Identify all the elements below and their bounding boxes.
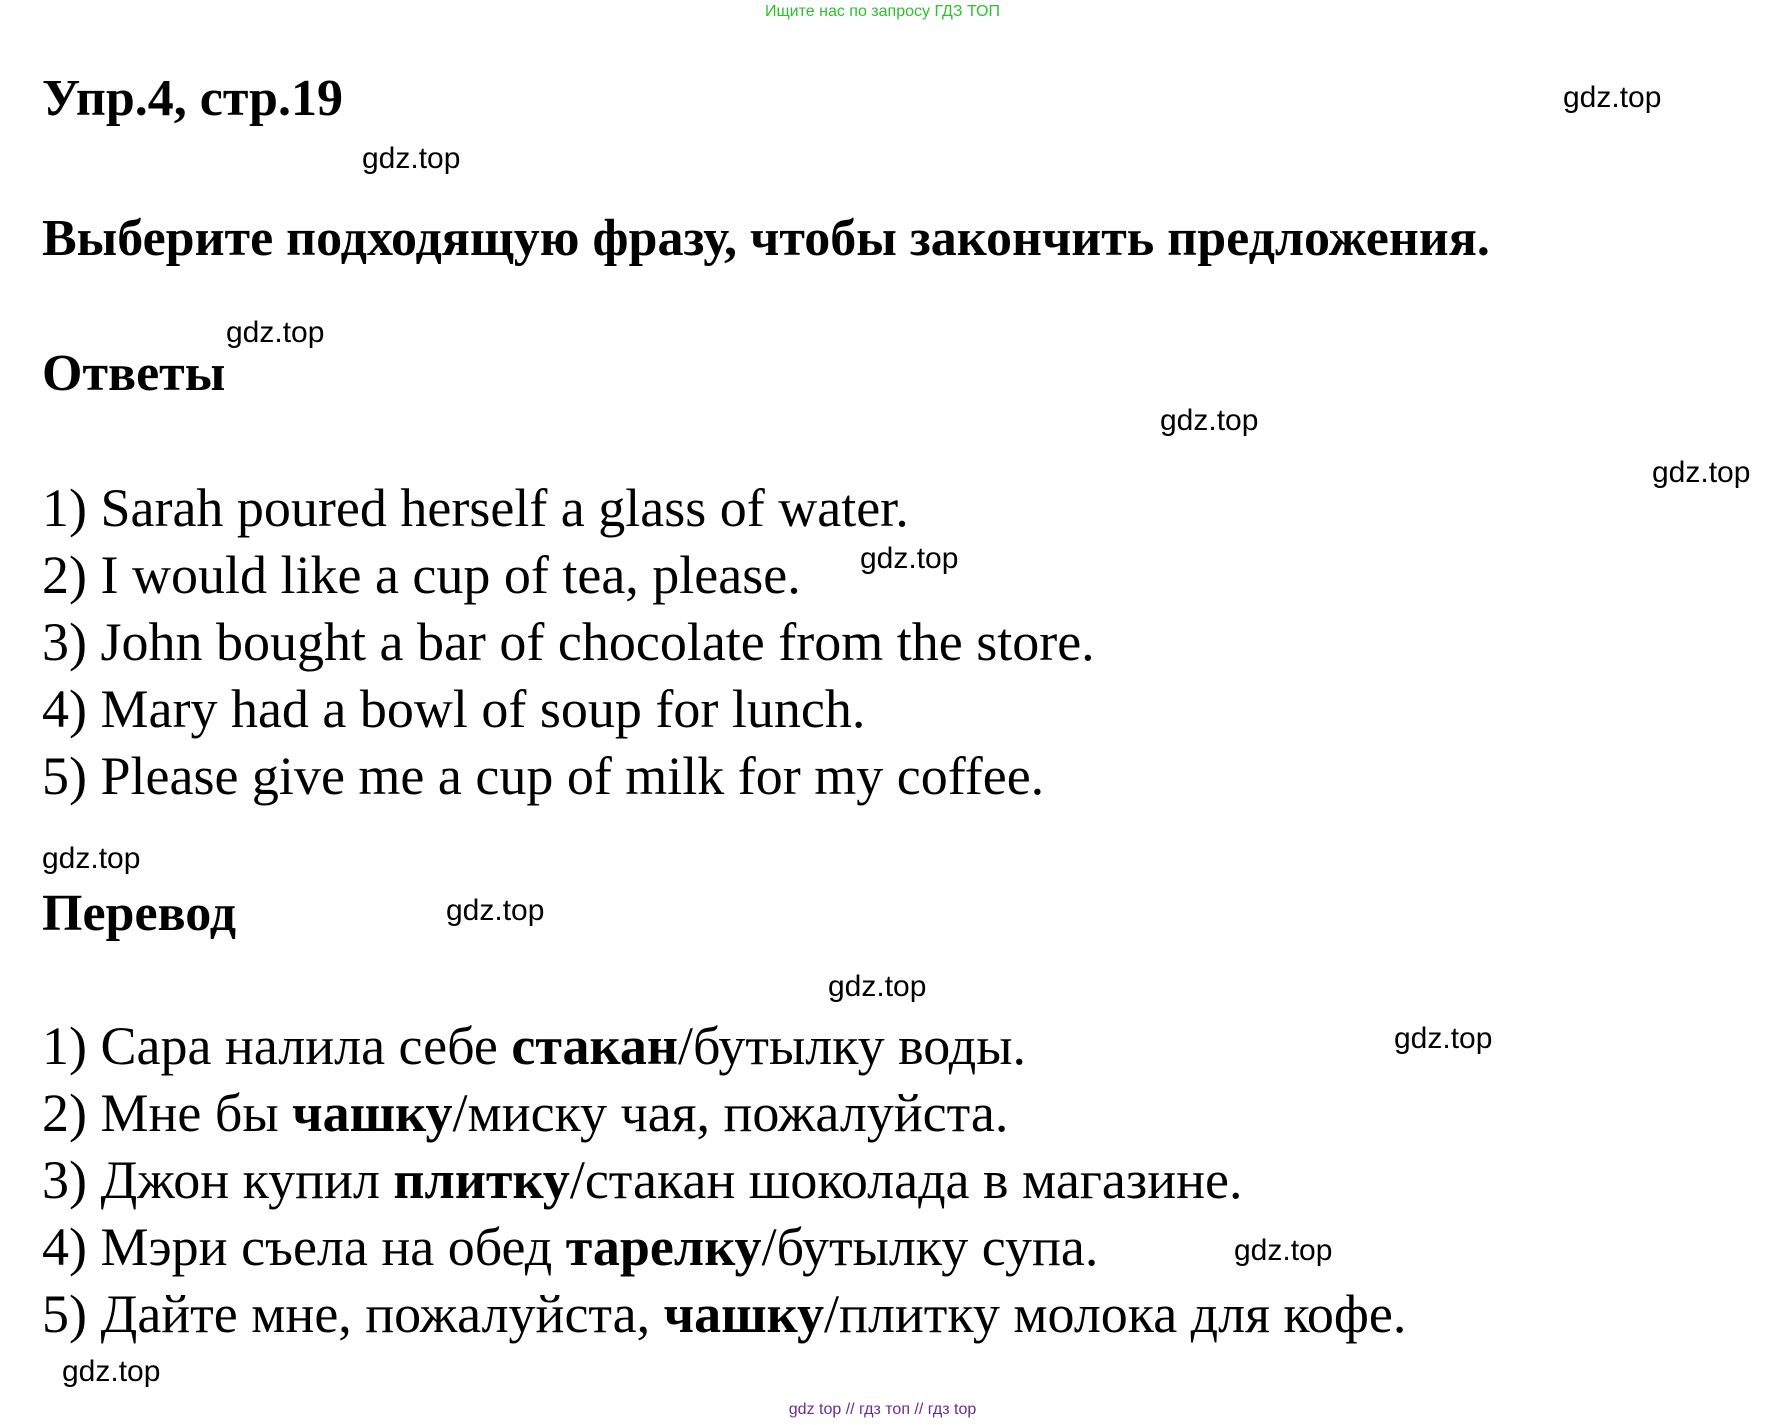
top-banner: Ищите нас по запросу ГДЗ ТОП [765, 3, 1000, 20]
watermark: gdz.top [446, 894, 545, 927]
answer-list [42, 475, 1095, 810]
answers-heading: Ответы [42, 345, 226, 402]
translation-answer: плитку [393, 1150, 570, 1210]
watermark: gdz.top [362, 142, 461, 175]
translation-item [42, 1013, 1406, 1080]
translation-text: 1) Сара налила себе [42, 1016, 512, 1076]
footer-watermark: gdz top // гдз топ // гдз top [788, 1401, 977, 1418]
watermark: gdz.top [1160, 404, 1259, 437]
watermark: gdz.top [42, 842, 141, 875]
watermark: gdz.top [1563, 81, 1662, 114]
answer-item: 4) Mary had a bowl of soup for lunch. [42, 679, 866, 739]
translation-list [42, 1013, 1406, 1348]
answer-item: 3) John bought a bar of chocolate from the store. [42, 612, 1095, 672]
translation-heading: Перевод [42, 885, 237, 942]
watermark: gdz.top [62, 1355, 161, 1388]
translation-text: 3) Джон купил [42, 1150, 394, 1210]
answer-item: 5) Please give me a cup of milk for my coffee. [42, 746, 1045, 806]
translation-text: /бутылку супа. [761, 1217, 1099, 1277]
translation-answer: стакан [511, 1016, 678, 1076]
watermark: gdz.top [1394, 1022, 1493, 1055]
translation-text: 5) Дайте мне, пожалуйста, [42, 1284, 664, 1344]
watermark: gdz.top [1652, 456, 1751, 489]
translation-text: /плитку молока для кофе. [824, 1284, 1407, 1344]
translation-text: /стакан шоколада в магазине. [569, 1150, 1243, 1210]
translation-text: /бутылку воды. [677, 1016, 1026, 1076]
watermark: gdz.top [828, 970, 927, 1003]
translation-answer: чашку [663, 1284, 825, 1344]
answer-item: 2) I would like a cup of tea, please. [42, 545, 801, 605]
translation-text: 4) Мэри съела на обед [42, 1217, 566, 1277]
watermark: gdz.top [226, 316, 325, 349]
watermark: gdz.top [1234, 1234, 1333, 1267]
translation-item [42, 1214, 1406, 1281]
exercise-title: Упр.4, стр.19 [42, 70, 343, 127]
exercise-instruction: Выберите подходящую фразу, чтобы закончить предложения. [42, 210, 1490, 267]
translation-answer: чашку [292, 1083, 453, 1143]
translation-answer: тарелку [565, 1217, 762, 1277]
answer-item: 1) Sarah poured herself a glass of water. [42, 478, 909, 538]
translation-item [42, 1281, 1406, 1348]
translation-text: 2) Мне бы [42, 1083, 293, 1143]
translation-item [42, 1147, 1406, 1214]
translation-item [42, 1080, 1406, 1147]
translation-text: /миску чая, пожалуйста. [452, 1083, 1009, 1143]
watermark: gdz.top [860, 542, 959, 575]
